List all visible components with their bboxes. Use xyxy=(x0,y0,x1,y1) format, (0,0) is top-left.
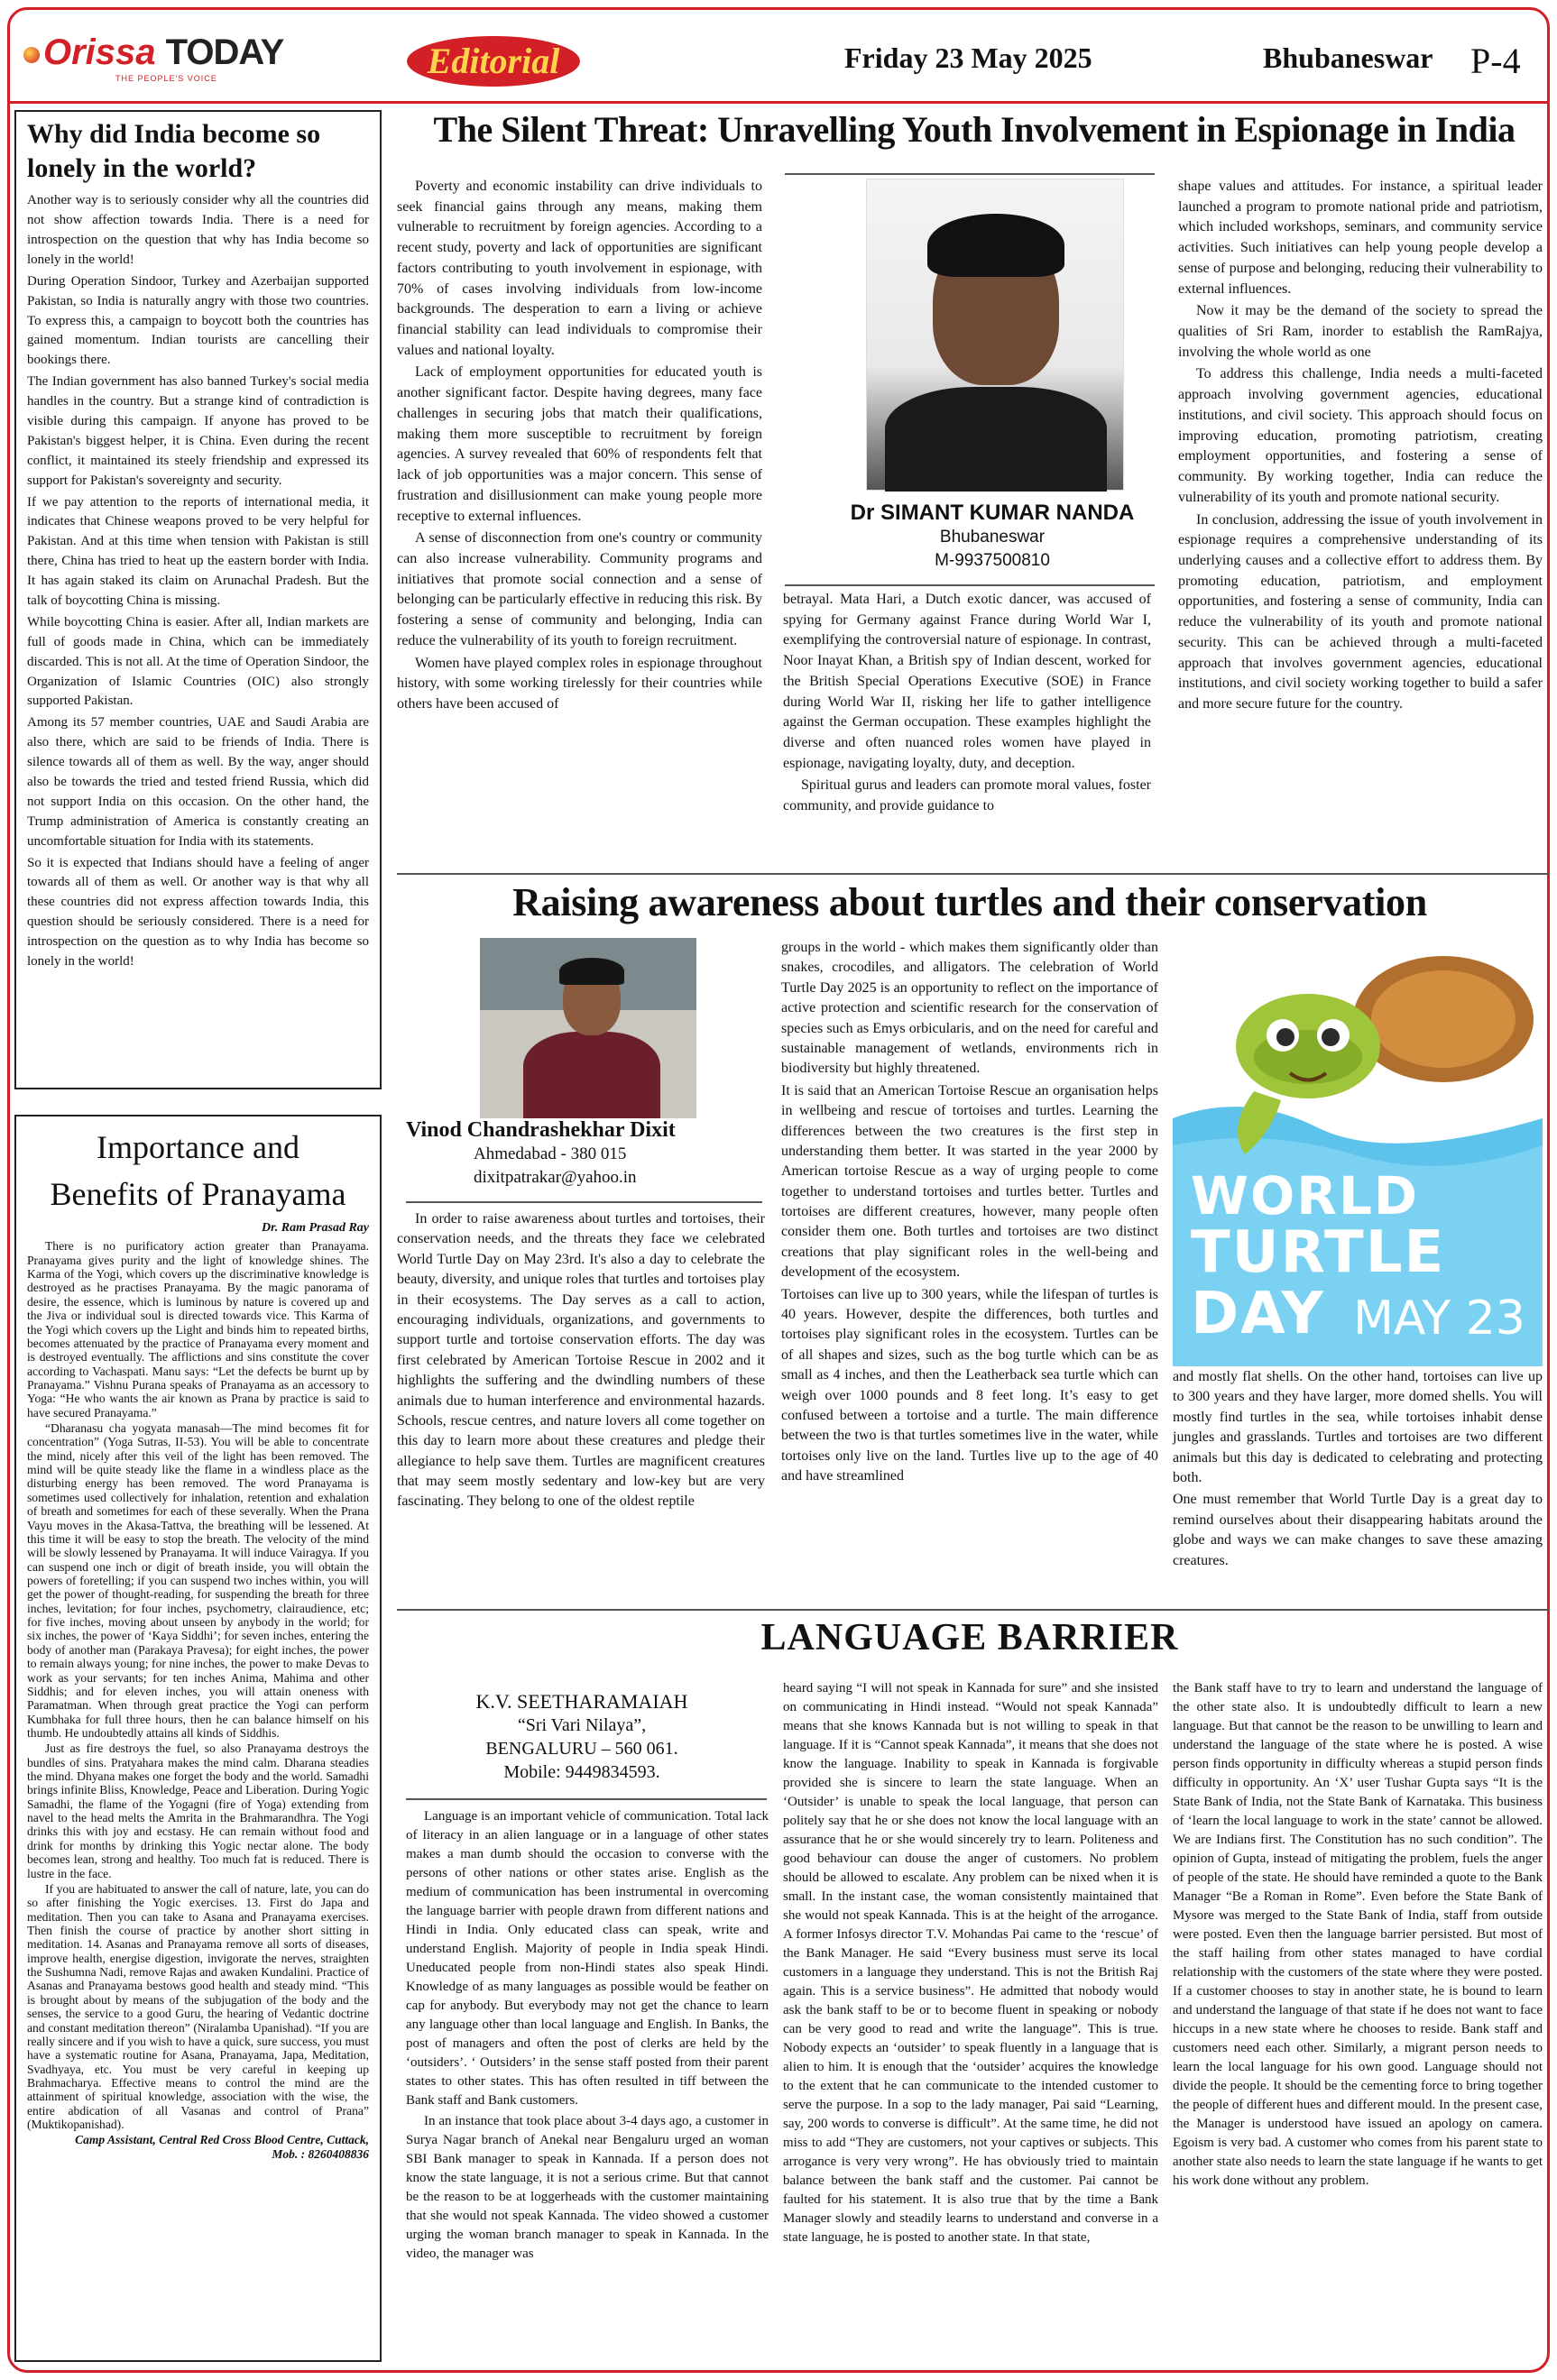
rule xyxy=(406,1201,762,1203)
headline-language-barrier: LANGUAGE BARRIER xyxy=(760,1617,1179,1659)
page-number: P-4 xyxy=(1470,41,1521,81)
world-turtle-day-image xyxy=(1173,938,1543,1366)
paragraph: If you are habituated to answer the call of nature, late, you can do so after finishing the Yogic exercises. 13. First do Japa and meditation. Then you can take to Asana and Pranayama exercises. Then finish the course of practice by another short sitting in meditation. 14. Asanas and Pranayama remove all sorts of diseases, improve health, energise digestion, invigorate the nerves, straighten the Sushumna Nadi, remove Rajas and awaken Kundalini. Practice of Asanas and Pranayama bestows good health and steady mind. “This is brought about by means of the subjugation of the body and the senses, the service to a good Guru, the hearing of Vedantic doctrine and constant meditation thereon” (Niralamba Upanishad). “If you are really sincere and if you wish to have a quick, sure success, you must have a systematic routine for Asana, Pranayama, Japa, Meditation, Svadhyaya, etc. You must be very careful in keeping up Brahmacharya. Effective means to control the mind are the attainment of spiritual knowledge, association with the wise, the entire abdication of all Vasanas and control of Prana” (Muktikopanishad). xyxy=(27,1881,369,2132)
language-column-3 xyxy=(1173,1679,1543,2192)
paragraph: shape values and attitudes. For instance, a spiritual leader launched a program to promote national pride and patriotism, which included workshops, seminars, and community service activities. Such initiatives can help young people develop a sense of purpose and belonging, reducing their vulnerability to external influences. xyxy=(1178,179,1543,297)
paragraph: One must remember that World Turtle Day is a great day to remind ourselves about their disappearing habitats around the globe and ways we can make changes to save these amazing creatures. xyxy=(1173,1492,1543,1568)
logo[interactable] xyxy=(23,32,283,73)
article-body xyxy=(27,1239,369,2131)
author-mobile: M-9937500810 xyxy=(935,551,1050,571)
author-name: K.V. SEETHARAMAIAH xyxy=(475,1690,688,1713)
author-address-2: BENGALURU – 560 061. xyxy=(485,1739,678,1759)
espionage-column-1 xyxy=(397,177,762,717)
paragraph: A sense of disconnection from one's country or community can also increase vulnerability. Community programs and initiatives that promote social connection and a sense of belonging can be particularly effective in reducing this risk. By fostering a sense of community and belonging, India can reduce the vulnerability of its youth to foreign recruitment. xyxy=(397,530,762,648)
author-email: dixitpatrakar@yahoo.in xyxy=(474,1168,637,1188)
rule xyxy=(785,584,1155,586)
logo-tagline: THE PEOPLE'S VOICE xyxy=(115,74,217,83)
byline: Dr. Ram Prasad Ray xyxy=(261,1221,369,1236)
paragraph: Among its 57 member countries, UAE and Saudi Arabia are also there, which are said to be friends of India. There is silence towards all of them as well. By the way, anger should also be towards the tried and tested friend Russia, which did not support India on this occasion. On the other hand, the Trump administration of America is constantly creating an uncomfortable situation for India with its statements. xyxy=(27,715,369,849)
author-block xyxy=(397,1690,767,1784)
masthead xyxy=(7,7,1550,97)
author-photo xyxy=(480,938,696,1118)
author-name: Dr SIMANT KUMAR NANDA xyxy=(850,501,1135,525)
espionage-column-3 xyxy=(1178,177,1543,717)
paragraph: Another way is to seriously consider why all the countries did not show affection towards India. There is a need for introspection on the question that why has India become so lonely in the world! xyxy=(27,193,369,267)
author-address-1: “Sri Vari Nilaya”, xyxy=(517,1715,647,1735)
author-name: Vinod Chandrashekhar Dixit xyxy=(406,1118,676,1142)
image-text-turtle: TURTLE xyxy=(1191,1219,1446,1286)
paragraph: “Dharanasu cha yogyata manasah—The mind becomes fit for concentration” (Yoga Sutras, II-53). You will be able to concentrate the mind, nicely after this veil of the light has been removed. The mind will be quite steady like the flame in a windless place as the disturbing energy has been removed. The word Pranayama is sometimes used collectively for inhalation, retention and exhalation of breath and sometimes for each of these severally. When the Prana Vayu moves in the Akasa-Tattva, the breathing will be lessened. At this time it will be easy to stop the breath. The velocity of the mind will be slowly lessened by Pranayama. It will induce Vairagya. If you can suspend one inch or digit of breath inside, you will obtain the powers of foretelling; if you can suspend two inches within, you will get the power of thought-reading, for suspending the breath for three inches, levitation; for four inches, psychometry, clairaudience, etc; for five inches, moving about unseen by anybody in the world; for six inches, the power of ‘Kaya Siddhi’; for seven inches, entering the body of another man (Parakaya Pravesa); for eight inches, the power to remain always young; for nine inches, the power to make Devas to work as your servants; for ten inches Anima, Mahima and other Siddhis; and for eleven inches, you will attain oneness with Paramatman. When through great practice the Yogi can perform Kumbhaka for full three hours, then he can balance himself on his thumb. He undoubtedly attains all kinds of Siddhis. xyxy=(27,1421,369,1740)
header-rule xyxy=(7,101,1550,104)
language-column-2 xyxy=(783,1679,1158,2249)
paragraph: In an instance that took place about 3-4 days ago, a customer in Surya Nagar branch of Anekal near Bengaluru urged an woman SBI Bank manager to speak in Kannada. If a person does not know the state language, it is not a serious crime. But that cannot be the reason to be at loggerheads with the customer maintaining that she would not speak Kannada. The video showed a customer urging the woman branch manager to speak in Kannada. In the video, the manager was xyxy=(406,2114,769,2261)
author-mobile: Mob. : 8260408836 xyxy=(272,2147,369,2162)
image-text-world: WORLD xyxy=(1191,1165,1420,1227)
paragraph: and mostly flat shells. On the other hand, tortoises can live up to 300 years and they have larger, more domed shells. You will mostly find turtles in the sea, while tortoises inhabit dense jungles and grasslands. Turtles and tortoises are two different animals but this day is dedicated to celebrating and protecting both. xyxy=(1173,1369,1543,1485)
section-rule xyxy=(397,1609,1550,1611)
paragraph: If we pay attention to the reports of international media, it indicates that Chinese weapons proved to be very helpful for Pakistan. And at this time when tension with Pakistan is still there, China has tried to heat up the eastern border with India. It has again staked its claim on Arunachal Pradesh. But the talk of boycotting China is missing. xyxy=(27,494,369,608)
rule xyxy=(785,173,1155,175)
paragraph: There is no purificatory action greater than Pranayama. Pranayama gives purity and the light of knowledge shines. The Karma of the Yogi, which covers up the discriminative knowledge is destroyed as he practises Pranayama. By the magic panorama of desire, the essence, which is luminous by nature is covered up and the Jiva or individual soul is directed towards vice. This Karma of the Yogi which covers up the Light and binds him to repeated births, becomes attenuated by the practice of Pranayama every moment and is destroyed eventually. The afflictions and sins constitute the cover according to Vachaspati. Manu says: “Let the defects be burnt up by Pranayama.” Vishnu Purana speaks of Pranayama as an accessory to Yoga: “He who wants the air known as Prana by practice is said to have secured Pranayama.” xyxy=(27,1239,369,1420)
article-title-line1: Importance and xyxy=(97,1129,299,1165)
author-block xyxy=(406,1118,704,1190)
paragraph: Spiritual gurus and leaders can promote moral values, foster community, and provide guidance to xyxy=(783,777,1151,814)
paragraph: To address this challenge, India needs a multi-faceted approach involving government agencies, educational institutions, and civil society. This approach should focus on improving education, promoting patriotism, creating employment opportunities, and fostering a sense of community. By working together, India can reduce the vulnerability of its youth and promote national security. xyxy=(1178,366,1543,505)
turtle-column-1 xyxy=(397,1209,765,1514)
paragraph: The Indian government has also banned Turkey's social media handles in the country. But a strange kind of contradiction is visible during this campaign. If anyone has proved to be Pakistan's biggest helper, it is China. Even during the recent conflict, it maintained its steely friendship and expressed its support for Pakistan's sovereignty and security. xyxy=(27,374,369,488)
paragraph: betrayal. Mata Hari, a Dutch exotic dancer, was accused of spying for Germany against France during World War I, exemplifying the controversial nature of espionage. In contrast, Noor Inayat Khan, a British spy of Indian descent, worked for the British Special Operations Executive (SOE) in France during World War II, risking her life to gather intelligence against the German occupation. These examples highlight the diverse and often nuanced roles women have played in espionage, navigating loyalty, duty, and deception. xyxy=(783,592,1151,771)
paragraph: Just as fire destroys the fuel, so also Pranayama destroys the bundles of sins. Pratyahara makes the mind calm. Dharana steadies the mind. Dhyana makes one forget the body and the world. Samadhi brings infinite Bliss, Knowledge, Peace and Liberation. During Yogic Samadhi, the flame of the Yogagni (fire of Yoga) extending from navel to the head melts the Amrita in the Brahmarandhra. The Yogi drinks this with joy and ecstasy. He can remain without food and drink for months by drinking this Yogic nectar alone. The body becomes lean, strong and healthy. Too much fat is reduced. There is lustre in the face. xyxy=(27,1741,369,1880)
image-text-day: DAY xyxy=(1191,1281,1325,1347)
espionage-column-2 xyxy=(783,590,1151,819)
logo-today: TODAY xyxy=(165,32,284,72)
headline-turtles: Raising awareness about turtles and their conservation xyxy=(512,880,1427,924)
section-badge: Editorial xyxy=(407,36,580,87)
article-title: Why did India become so lonely in the world? xyxy=(27,119,321,184)
headline-espionage: The Silent Threat: Unravelling Youth Involvement in Espionage in India xyxy=(433,109,1516,150)
paragraph: Women have played complex roles in espionage throughout history, with some working tirelessly for their countries while others have been accused of xyxy=(397,655,762,712)
language-column-1 xyxy=(406,1807,769,2265)
author-mobile: Mobile: 9449834593. xyxy=(503,1762,660,1782)
author-block xyxy=(785,501,1200,573)
rule xyxy=(406,1798,767,1800)
article-pranayama xyxy=(14,1115,382,2362)
article-lonely-india xyxy=(14,110,382,1089)
turtle-column-3 xyxy=(1173,1367,1543,1573)
paragraph: Lack of employment opportunities for educated youth is another significant factor. Despite having degrees, many face challenges in securing jobs that match their qualifications, making them more susceptible to recruitment by foreign agencies. A survey revealed that 60% of respondents felt that lack of job opportunities was a major concern. This sense of frustration and disillusionment can make young people more receptive to external influences. xyxy=(397,364,762,524)
image-text-date: MAY 23 xyxy=(1353,1291,1525,1346)
article-body xyxy=(27,191,369,972)
author-city: Ahmedabad - 380 015 xyxy=(474,1144,627,1163)
paragraph: Poverty and economic instability can drive individuals to seek financial gains through any means, making them vulnerable to recruitment by foreign agencies. According to a recent study, poverty and lack of opportunities are significant factors contributing to youth involvement in espionage, with 70% of cases involving individuals from low-income backgrounds. The desperation to earn a living or achieve financial stability can lead individuals to compromise their values and national loyalty. xyxy=(397,179,762,358)
author-city: Bhubaneswar xyxy=(939,528,1046,547)
paragraph: the Bank staff have to try to learn and understand the language of the other state also. It is undoubtedly difficult to learn a new language. But that cannot be the reason to be unwilling to learn and understand the language of the state where he is posted. A wise person finds opportunity in difficulty whereas a stupid person finds difficulty in opportunity. An ‘X’ user Tushar Gupta says “It is the State Bank of India, not the State Bank of Karnataka. This business of ‘learn the local language to work in the state’ cannot be allowed. We are Indians first. The Constitution has no such condition”. The opinion of Gupta, instead of mitigating the problem, fuels the anger of people of the state. He should have reminded a quote to the Bank Manager “Be a Roman in Rome”. Even before the State Bank of Mysore was merged to the State Bank of India, staff from outside were posted. Even then the language barrier persisted. But most of the staff hailing from other states managed to have cordial relationship with the customers of the state where they were posted. If a customer chooses to stay in another state, he is bound to learn and understand the language of that state if he does not want to face hiccups in a new state where he chooses to reside. Bank staff and customers need each other. Similarly, a migrant person needs to learn the local language for his own good. Language should not divide the people. It should be the cementing force to bring together the people of different hues and different mould. In the present case, the Manager is understood have issued an apology on camera. Egoism is very bad. A customer who comes from his parent state to another state also needs to learn the state language if he wants to get his work done without any problem. xyxy=(1173,1681,1543,2188)
logo-orissa: Orissa xyxy=(43,32,156,72)
paragraph: During Operation Sindoor, Turkey and Azerbaijan supported Pakistan, so India is naturally angry with those two countries. To express this, a campaign to boycott both the countries has gained momentum. Indian tourists are cancelling their bookings there. xyxy=(27,273,369,368)
paragraph: It is said that an American Tortoise Rescue an organisation helps in wellbeing and rescue of tortoises and turtles. Learning the differences between the two creatures is the first step in understanding them better. It was started in the year 2000 by American tortoise Rescue as a way of urging people to come together to understand tortoises and turtles better. Turtles and tortoises are different creatures, however, many people often consider them one. Both turtles and tortoises are two distinct creations that play significant roles in the well-being and development of the ecosystem. xyxy=(781,1082,1158,1281)
paragraph: So it is expected that Indians should have a feeling of anger towards all of them as well. Or another way is that why all these countries did not express affection towards India, this question should be seriously considered. There is a need for introspection on the question as to why India has become so lonely in the world! xyxy=(27,855,369,969)
paragraph: In conclusion, addressing the issue of youth involvement in espionage requires a comprehensive understanding of its underlying causes and a collective effort to address them. By promoting education, patriotism, and employment opportunities, and fostering a sense of community, India can reduce the vulnerability of its youth and promote national security. This can be achieved through a multi-faceted approach that involves government agencies, educational institutions, and civil society working together to build a safer and more secure future for the country. xyxy=(1178,511,1543,712)
paragraph: Now it may be the demand of the society to spread the qualities of Sri Ram, inorder to establish the RamRajya, involving the whole world as one xyxy=(1178,303,1543,360)
author-credit: Camp Assistant, Central Red Cross Blood Centre, Cuttack, xyxy=(75,2133,369,2147)
paragraph: heard saying “I will not speak in Kannada for sure” and she insisted on communicating in Hindi instead. “Would not speak Kannada” means that she knows Kannada but is not willing to speak in that language. If it is “Cannot speak Kannada”, it means that she does not know the language. Inability to speak in Kannada is forgivable provided she is sincere to learn the state language. When an ‘Outsider’ is unable to speak the local language, that person can politely say that he or she does not know the local language with an assurance that he or she would sincerely try to learn. Politeness and good behaviour can douse the anger of customers. No problem should be allowed to escalate. Any problem can be nixed when it is small. In the instant case, the woman consistently maintained that she would not speak Kannada. This is at the height of the arrogance. A former Infosys director T.V. Mohandas Pai came to the ‘rescue’ of the Bank Manager. He said “Every business must serve its local customers in a language they understand. This is not the British Raj again. This is a service business”. He admitted that nobody would ask the bank staff to be or to become fluent in speaking or nobody can be very good to read and write the language”. This is true. Nobody expects an ‘outsider’ to speak fluently in a language that is alien to him. It is enough that the ‘outsider’ acquires the knowledge to the extent that he can communicate to the intended customer to serve the purpose. In a sop to the lady manager, Pai said “Learning, say, 200 words to converse is difficult”. At the same time, he did not miss to add “They are customers, not your captives or subjects. This arrogance is very very wrong”. He has obviously tried to maintain balance between the bank staff and the customer. Pai cannot be faulted for his statement. It is also true that by the time a Bank Manager slowly and steadily learns to understand and converse in a state language, he is posted to another state. In that state, xyxy=(783,1681,1158,2245)
paragraph: In order to raise awareness about turtles and tortoises, their conservation needs, and the threats they face we celebrated World Turtle Day on May 23rd. It's also a day to celebrate the beauty, diversity, and unique roles that turtles and tortoises play in their ecosystems. The Day serves as a call to action, encouraging individuals, organizations, and governments to support turtle and tortoise conservation efforts. The day was first celebrated by American Tortoise Rescue in 2002 and it highlights the suffering and the dwindling numbers of these animals due to human interference and environmental hazards. Schools, rescue centres, and nature lovers all come together on this day to learn more about these creatures and pledge their allegiance to help save them. Turtles are magnificent creatures that may seem mostly sedentary and low-key but are very fascinating. They belong to one of the oldest reptile xyxy=(397,1211,765,1510)
issue-date: Friday 23 May 2025 xyxy=(844,41,1092,74)
paragraph: groups in the world - which makes them significantly older than snakes, crocodiles, and alligators. The celebration of World Turtle Day 2025 is an opportunity to reflect on the importance of active protection and scientific research for the conservation of species such as Emys orbicularis, and on the need for careful and sustainable management of wetlands, environments rich in biodiversity but highly threatened. xyxy=(781,940,1158,1077)
edition-city: Bhubaneswar xyxy=(1263,41,1433,74)
article-title-line2: Benefits of Pranayama xyxy=(50,1176,346,1213)
turtle-column-2 xyxy=(781,938,1158,1489)
paragraph: Tortoises can live up to 300 years, while the lifespan of turtles is 40 years. However, despite the differences, both turtles and tortoises play significant roles in the ecosystem. Turtles can be of all shapes and sizes, such as the bog turtle which can be as small as 4 inches, and then the Leatherback sea turtle which can weigh over 1000 pounds and 8 feet long. It’s easy to get confused between a tortoise and a turtle. The main difference between the two is that turtles sometimes live in the water, while tortoises only live on the land. Turtles live up to the age of 40 and have streamlined xyxy=(781,1286,1158,1484)
paragraph: Language is an important vehicle of communication. Total lack of literacy in an alien language or in a language of other states makes a man dumb should the occasion to converse with the persons of other nations or other states arise. English as the medium of communication has been instrumental in overcoming the language barrier with people drawn from different nations and Hindi in India. Only educated class can speak, write and understand English. Majority of people in India speak Hindi. Uneducated people from non-Hindi states also speak Hindi. Knowledge of as many languages as possible would be feather on cap for anybody. But everybody may not get the chance to learn any language other than local language and English. In Banks, the post of managers and often the post of clerks are held by the ‘outsiders’. ‘ Outsiders’ in the sense staff posted from their parent states to other states. This has often resulted in tiff between the Bank staff and Bank customers. xyxy=(406,1809,769,2108)
paragraph: While boycotting China is easier. After all, Indian markets are full of goods made in China, which can be immediately discarded. This is not all. At the time of Operation Sindoor, the Organization of Islamic Countries (OIC) also strongly supported Pakistan. xyxy=(27,614,369,709)
section-rule xyxy=(397,873,1550,875)
author-photo xyxy=(866,179,1124,491)
